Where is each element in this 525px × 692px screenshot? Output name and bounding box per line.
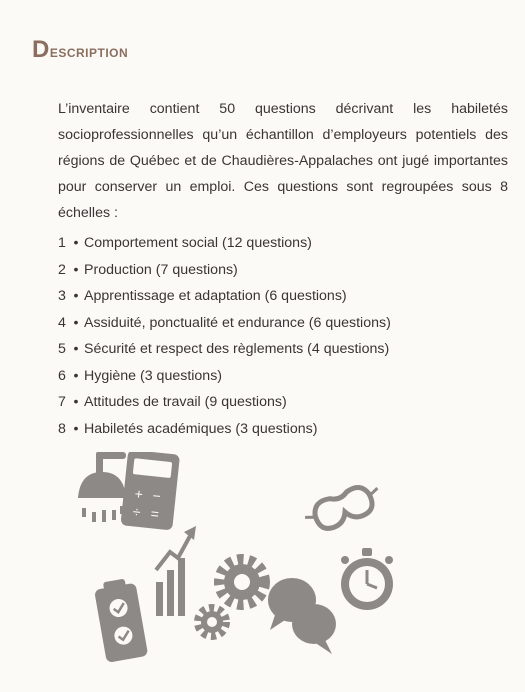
stopwatch-icon (341, 548, 393, 610)
scales-list (58, 230, 391, 442)
svg-text:−: − (151, 487, 162, 505)
checklist-icon (93, 577, 148, 663)
safety-goggles-icon (302, 480, 385, 536)
svg-text:=: = (149, 505, 160, 523)
list-item: 5 • Sécurité et respect des règlements (4 questions) (58, 341, 390, 357)
list-item: 7 • Attitudes de travail (9 questions) (58, 394, 287, 410)
gears-icon (198, 560, 264, 636)
svg-text:÷: ÷ (132, 503, 142, 521)
illustration-icons (70, 452, 410, 672)
list-item: 4 • Assiduité, ponctualité et endurance (6 questions) (58, 314, 391, 331)
svg-text:+: + (133, 485, 144, 503)
list-item: 3 • Apprentissage et adaptation (6 questions) (58, 288, 347, 304)
calculator-icon (120, 452, 180, 531)
shower-icon (78, 452, 126, 522)
page-title: Description (32, 36, 129, 63)
chat-bubbles-icon (268, 578, 336, 654)
growth-chart-icon (156, 526, 196, 616)
list-item: 2 • Production (7 questions) (58, 261, 238, 278)
list-item: 1 • Comportement social (12 questions) (58, 235, 312, 251)
list-item: 8 • Habiletés académiques (3 questions) (58, 420, 318, 437)
intro-paragraph: L’inventaire contient 50 questions décrivant les habiletés socioprofessionnelles qu’un échantillon d’employeurs potentiels des régions de Québec et de Chaudières-Appalaches ont jugé importantes pour conserver un emploi. Ces questions sont regroupées sous 8 échelles : (58, 101, 508, 221)
list-item: 6 • Hygiène (3 questions) (58, 367, 223, 384)
